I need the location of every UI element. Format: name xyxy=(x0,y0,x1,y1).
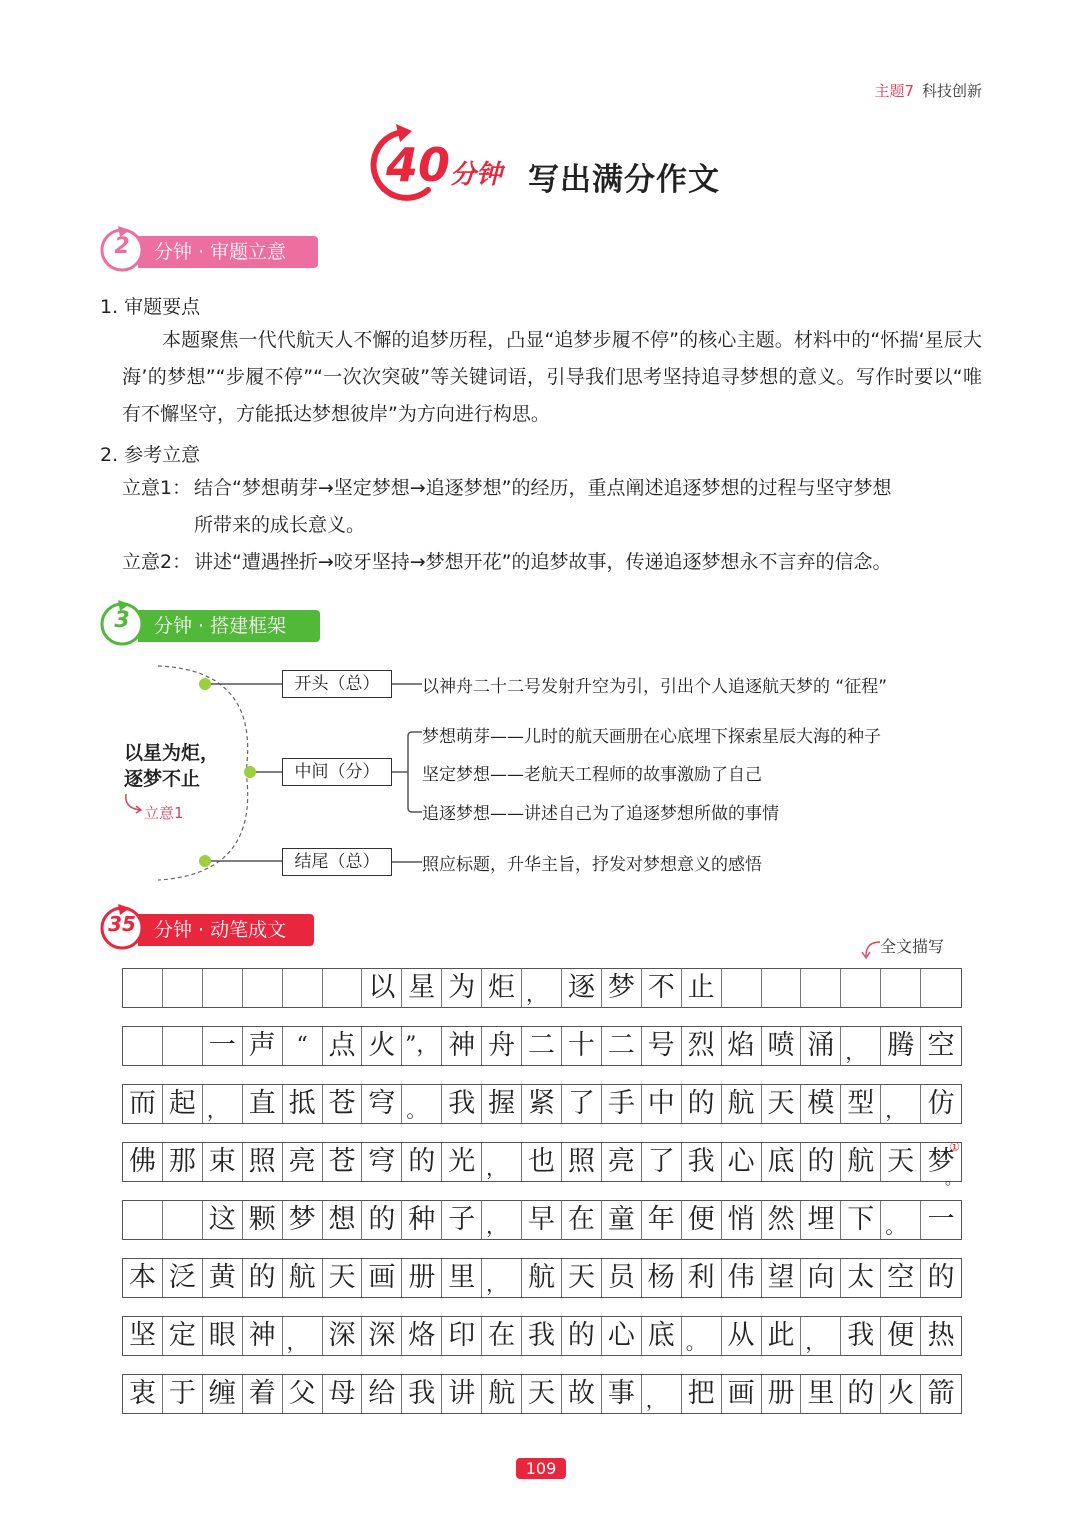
grid-row xyxy=(122,1026,962,1066)
grid-cell: 抵 xyxy=(283,1085,323,1123)
grid-cell: 。 xyxy=(402,1085,442,1123)
idea1-line1: 结合“梦想萌芽→坚定梦想→追逐梦想”的经历，重点阐述追逐梦想的过程与坚守梦想 xyxy=(194,477,892,499)
section-label: 分钟 · 审题立意 xyxy=(138,236,318,268)
grid-cell: 眼 xyxy=(203,1317,243,1355)
grid-cell: 箭 xyxy=(927,1378,955,1409)
grid-cell: 画 xyxy=(362,1259,402,1297)
grid-cell: 梦 xyxy=(602,969,642,1007)
grid-cell: 的 xyxy=(841,1375,881,1413)
section-badge-3min xyxy=(98,598,328,646)
grid-cell: 颗 xyxy=(243,1201,283,1239)
grid-cell: 黄 xyxy=(203,1259,243,1297)
grid-cell: 册 xyxy=(402,1259,442,1297)
middle-box: 中间（分） xyxy=(282,758,392,786)
grid-row xyxy=(122,1200,962,1240)
grid-cell: 模 xyxy=(801,1085,841,1123)
grid-cell: ， xyxy=(283,1317,323,1355)
grid-cell: 的 xyxy=(362,1201,402,1239)
grid-cell: 神 xyxy=(243,1317,283,1355)
grid-cell: 的 xyxy=(402,1143,442,1181)
grid-cell: 早 xyxy=(522,1201,562,1239)
grid-row xyxy=(122,968,962,1008)
grid-cell: 二 xyxy=(602,1027,642,1065)
grid-cell: ， xyxy=(482,1143,522,1181)
grid-cell: 佛 xyxy=(123,1143,163,1181)
grid-cell: 衷 xyxy=(123,1375,163,1413)
grid-cell xyxy=(762,969,802,1007)
grid-cell: 伟 xyxy=(722,1259,762,1297)
analysis-paragraph: 本题聚焦一代代航天人不懈的追梦历程，凸显“追梦步履不停”的核心主题。材料中的“怀揣‘星辰大海’的梦想”“步履不停”“一次次突破”等关键词语，引导我们思考坚持追寻梦想的意义。写作时要以“唯有不懈坚守，方能抵达梦想彼岸”为方向进行构思。 xyxy=(122,329,982,425)
grid-cell: 的 xyxy=(927,1262,955,1293)
grid-cell: 埋 xyxy=(801,1201,841,1239)
section-label: 分钟 · 动笔成文 xyxy=(138,914,314,946)
grid-cell: ， xyxy=(841,1027,881,1065)
section-badge-35min xyxy=(98,902,328,950)
grid-cell: 坚 xyxy=(123,1317,163,1355)
open-box: 开头（总） xyxy=(282,670,392,698)
grid-cell: 本 xyxy=(123,1259,163,1297)
grid-cell: 手 xyxy=(602,1085,642,1123)
center-tag: 立意1 xyxy=(144,804,184,822)
framework-center xyxy=(124,740,219,792)
grid-cell: 册 xyxy=(762,1375,802,1413)
grid-cell: 这 xyxy=(203,1201,243,1239)
grid-cell: 那 xyxy=(163,1143,203,1181)
grid-cell: 母 xyxy=(323,1375,363,1413)
grid-cell: 舟 xyxy=(482,1027,522,1065)
grid-row xyxy=(122,1316,962,1356)
grid-cell: 光 xyxy=(442,1143,482,1181)
grid-cell: 起 xyxy=(163,1085,203,1123)
grid-cell: 空 xyxy=(927,1030,955,1061)
grid-cell: 烈 xyxy=(682,1027,722,1065)
grid-cell: 太 xyxy=(841,1259,881,1297)
grid-cell: 照 xyxy=(243,1143,283,1181)
grid-cell: 年 xyxy=(642,1201,682,1239)
grid-row xyxy=(122,1140,962,1188)
grid-cell: 而 xyxy=(123,1085,163,1123)
grid-cell: 亮 xyxy=(602,1143,642,1181)
end-box: 结尾（总） xyxy=(282,848,392,876)
grid-cell: 束 xyxy=(203,1143,243,1181)
grid-cell: 腾 xyxy=(881,1027,921,1065)
grid-cell: 逐 xyxy=(562,969,602,1007)
title-text: 写出满分作文 xyxy=(528,162,720,198)
idea2-label: 立意2： xyxy=(122,551,192,573)
grid-cell: ， xyxy=(881,1085,921,1123)
grid-cell: 航 xyxy=(841,1143,881,1181)
grid-cell: 涌 xyxy=(801,1027,841,1065)
grid-cell: 缠 xyxy=(203,1375,243,1413)
grid-cell: 中 xyxy=(642,1085,682,1123)
section-number: 3 xyxy=(114,608,130,633)
grid-cell xyxy=(921,969,961,1007)
grid-cell: 的 xyxy=(682,1085,722,1123)
page-number: 109 xyxy=(516,1458,566,1479)
grid-cell: 星 xyxy=(402,969,442,1007)
grid-cell: 。 xyxy=(682,1317,722,1355)
grid-row xyxy=(122,1258,962,1298)
grid-cell: 印 xyxy=(442,1317,482,1355)
grid-cell: 亮 xyxy=(283,1143,323,1181)
heading-analysis: 1. 审题要点 xyxy=(100,296,201,318)
footnote-marker: ① xyxy=(949,1140,961,1154)
grid-cell xyxy=(123,1201,163,1239)
grid-cell: 讲 xyxy=(442,1375,482,1413)
grid-cell: 喷 xyxy=(762,1027,802,1065)
grid-cell: 的 xyxy=(562,1317,602,1355)
grid-cell: 一 xyxy=(203,1027,243,1065)
grid-cell: 此 xyxy=(762,1317,802,1355)
section-label: 分钟 · 搭建框架 xyxy=(138,610,320,642)
grid-cell: 想 xyxy=(323,1201,363,1239)
grid-cell: 的 xyxy=(243,1259,283,1297)
section-number: 2 xyxy=(114,234,130,259)
grid-cell: ”， xyxy=(402,1027,442,1065)
topic-label xyxy=(874,80,982,101)
grid-cell: 向 xyxy=(801,1259,841,1297)
middle-item-3: 追逐梦想——讲述自己为了追逐梦想所做的事情 xyxy=(422,804,779,824)
grid-cell: 着 xyxy=(243,1375,283,1413)
grid-cell xyxy=(243,969,283,1007)
grid-cell: 在 xyxy=(562,1201,602,1239)
grid-cell: 航 xyxy=(283,1259,323,1297)
grid-cell: 也 xyxy=(522,1143,562,1181)
grid-cell: 杨 xyxy=(642,1259,682,1297)
grid-cell: 型 xyxy=(841,1085,881,1123)
grid-cell: 神 xyxy=(442,1027,482,1065)
grid-cell: 火 xyxy=(362,1027,402,1065)
grid-cell: ， xyxy=(203,1085,243,1123)
grid-cell: 照 xyxy=(562,1143,602,1181)
grid-cell: 种 xyxy=(402,1201,442,1239)
grid-cell: ， xyxy=(482,1201,522,1239)
grid-cell: 声 xyxy=(243,1027,283,1065)
grid-cell xyxy=(123,1027,163,1065)
grid-cell: 子 xyxy=(442,1201,482,1239)
grid-cell: 心 xyxy=(602,1317,642,1355)
grid-cell: 仿 xyxy=(927,1088,955,1119)
grid-cell: 航 xyxy=(482,1375,522,1413)
grid-cell: ， xyxy=(801,1317,841,1355)
grid-cell: 悄 xyxy=(722,1201,762,1239)
grid-cell xyxy=(163,1201,203,1239)
grid-cell: 了 xyxy=(562,1085,602,1123)
grid-cell: ， xyxy=(482,1259,522,1297)
grid-cell: 一 xyxy=(927,1204,955,1235)
grid-cell: 深 xyxy=(362,1317,402,1355)
writing-note: 全文描写 xyxy=(880,937,945,956)
heading-ideas: 2. 参考立意 xyxy=(100,444,201,466)
footnote-period: 。 xyxy=(945,1169,962,1188)
grid-cell: 热 xyxy=(927,1320,955,1351)
topic-number: 主题7 xyxy=(874,82,914,100)
grid-cell: 天 xyxy=(762,1085,802,1123)
grid-cell: 火 xyxy=(881,1375,921,1413)
grid-cell: ， xyxy=(522,969,562,1007)
page-title xyxy=(360,118,740,208)
grid-cell: 利 xyxy=(682,1259,722,1297)
center-line-1: 以星为炬， xyxy=(124,742,220,764)
grid-cell: 我 xyxy=(522,1317,562,1355)
grid-cell xyxy=(881,969,921,1007)
grid-cell: 苍 xyxy=(323,1143,363,1181)
grid-cell: 为 xyxy=(442,969,482,1007)
grid-cell: 空 xyxy=(881,1259,921,1297)
grid-cell: 心 xyxy=(722,1143,762,1181)
grid-cell: 把 xyxy=(682,1375,722,1413)
grid-cell: 梦 xyxy=(283,1201,323,1239)
grid-cell: 定 xyxy=(163,1317,203,1355)
center-line-2: 逐梦不止 xyxy=(124,768,201,790)
title-unit: 分钟 xyxy=(450,160,503,190)
grid-cell: “ xyxy=(283,1027,323,1065)
idea1-line2: 所带来的成长意义。 xyxy=(194,514,366,536)
section-number: 35 xyxy=(108,912,136,936)
curved-arrow-icon xyxy=(122,792,146,816)
grid-cell: 我 xyxy=(442,1085,482,1123)
grid-cell: 底 xyxy=(642,1317,682,1355)
grid-cell: 泛 xyxy=(163,1259,203,1297)
grid-cell: 直 xyxy=(243,1085,283,1123)
end-text: 照应标题，升华主旨，抒发对梦想意义的感悟 xyxy=(422,855,762,875)
grid-cell: 员 xyxy=(602,1259,642,1297)
grid-cell: 事 xyxy=(602,1375,642,1413)
grid-cell: 给 xyxy=(362,1375,402,1413)
grid-cell xyxy=(163,1027,203,1065)
grid-cell: 烙 xyxy=(402,1317,442,1355)
grid-cell: 紧 xyxy=(522,1085,562,1123)
grid-cell: 下 xyxy=(841,1201,881,1239)
middle-item-1: 梦想萌芽——儿时的航天画册在心底埋下探索星辰大海的种子 xyxy=(422,727,881,747)
grid-cell: 天 xyxy=(323,1259,363,1297)
topic-name: 科技创新 xyxy=(921,82,982,100)
grid-cell: 底 xyxy=(762,1143,802,1181)
grid-cell: 父 xyxy=(283,1375,323,1413)
middle-item-2: 坚定梦想——老航天工程师的故事激励了自己 xyxy=(422,765,762,785)
grid-cell: 然 xyxy=(762,1201,802,1239)
grid-cell xyxy=(203,969,243,1007)
grid-cell: 苍 xyxy=(323,1085,363,1123)
grid-row xyxy=(122,1374,962,1414)
grid-cell: 穹 xyxy=(362,1085,402,1123)
grid-cell: 里 xyxy=(442,1259,482,1297)
grid-cell xyxy=(801,969,841,1007)
grid-cell xyxy=(283,969,323,1007)
grid-cell: 于 xyxy=(163,1375,203,1413)
grid-cell: 我 xyxy=(841,1317,881,1355)
grid-cell: 深 xyxy=(323,1317,363,1355)
grid-cell: 天 xyxy=(562,1259,602,1297)
grid-cell: 航 xyxy=(522,1259,562,1297)
grid-cell: 焰 xyxy=(722,1027,762,1065)
grid-cell: 天 xyxy=(881,1143,921,1181)
middle-bracket xyxy=(392,722,424,822)
grid-cell: 以 xyxy=(362,969,402,1007)
grid-cell: 梦 ① 。 xyxy=(927,1140,962,1188)
grid-cell: 我 xyxy=(402,1375,442,1413)
grid-cell: 故 xyxy=(562,1375,602,1413)
title-minutes: 40 xyxy=(386,138,451,192)
section-badge-2min xyxy=(98,224,328,272)
curved-arrow-icon xyxy=(860,938,882,962)
grid-cell: 点 xyxy=(323,1027,363,1065)
grid-cell: 在 xyxy=(482,1317,522,1355)
grid-cell: 里 xyxy=(801,1375,841,1413)
grid-cell: 了 xyxy=(642,1143,682,1181)
idea2-text: 讲述“遭遇挫折→咬牙坚持→梦想开花”的追梦故事，传递追逐梦想永不言弃的信念。 xyxy=(194,551,892,573)
grid-cell: 童 xyxy=(602,1201,642,1239)
connector-line xyxy=(392,860,422,864)
grid-cell xyxy=(722,969,762,1007)
grid-cell: 号 xyxy=(642,1027,682,1065)
grid-cell: 握 xyxy=(482,1085,522,1123)
grid-cell: 便 xyxy=(881,1317,921,1355)
grid-cell xyxy=(163,969,203,1007)
grid-cell: ， xyxy=(642,1375,682,1413)
grid-cell: 穹 xyxy=(362,1143,402,1181)
grid-cell: 便 xyxy=(682,1201,722,1239)
grid-cell: 二 xyxy=(522,1027,562,1065)
grid-cell: 。 xyxy=(881,1201,921,1239)
grid-cell: 十 xyxy=(562,1027,602,1065)
open-text: 以神舟二十二号发射升空为引，引出个人追逐航天梦的 “征程” xyxy=(422,677,888,697)
grid-cell xyxy=(123,969,163,1007)
grid-cell xyxy=(323,969,363,1007)
grid-cell: 天 xyxy=(522,1375,562,1413)
grid-cell: 止 xyxy=(682,969,722,1007)
grid-cell xyxy=(841,969,881,1007)
grid-cell: 炬 xyxy=(482,969,522,1007)
grid-cell: 的 xyxy=(801,1143,841,1181)
grid-cell: 航 xyxy=(722,1085,762,1123)
grid-cell: 不 xyxy=(642,969,682,1007)
connector-line xyxy=(392,682,422,686)
grid-cell: 画 xyxy=(722,1375,762,1413)
grid-cell: 望 xyxy=(762,1259,802,1297)
grid-cell: 从 xyxy=(722,1317,762,1355)
grid-cell: 我 xyxy=(682,1143,722,1181)
idea1-label: 立意1： xyxy=(122,477,192,499)
grid-row xyxy=(122,1084,962,1124)
